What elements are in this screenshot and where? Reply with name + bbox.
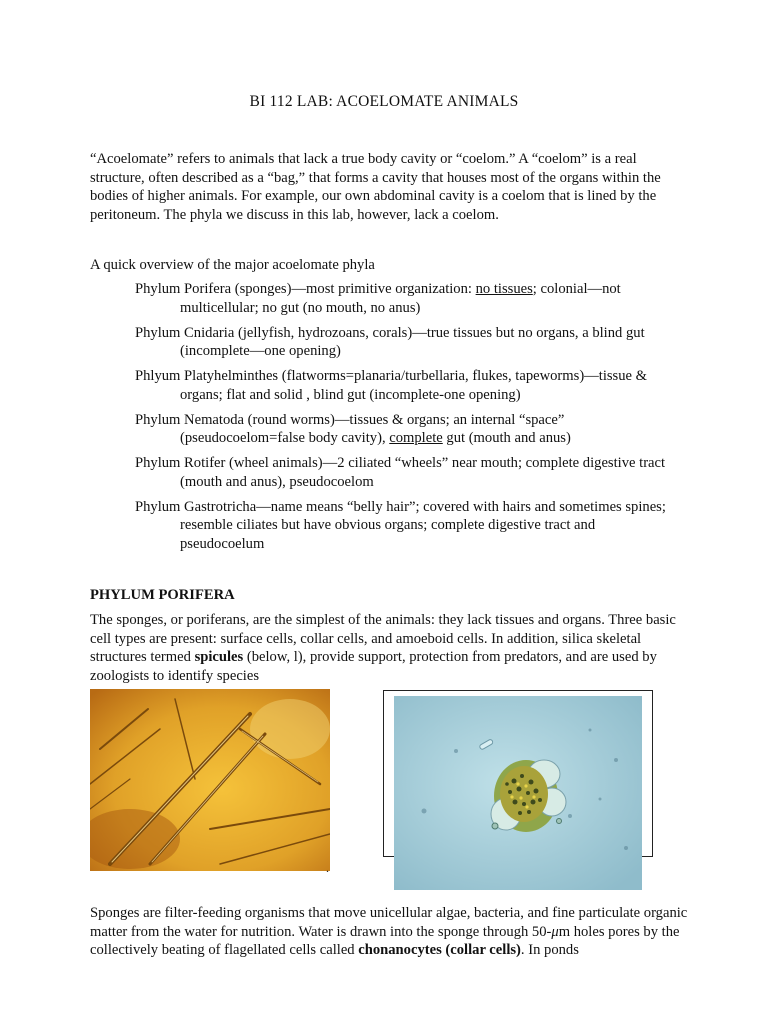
- list-item: Phylum Porifera (sponges)—most primitive organization: no tissues; colonial—not multicellular; no gut (no mouth, no anus): [135, 281, 621, 316]
- filter-feeding-paragraph: Sponges are filter-feeding organisms that move unicellular algae, bacteria, and fine particulate organic matter from the water for nutrition. Water is drawn into the sponge through 50-μm holes pores by the collectively beating of flagellated cells called chonanocytes (collar cells). In ponds: [90, 905, 688, 958]
- overview-heading: A quick overview of the major acoelomate phyla: [90, 257, 375, 273]
- caption-dot: .: [326, 861, 329, 875]
- list-item: Phlyum Platyhelminthes (flatworms=planaria/turbellaria, flukes, tapeworms)—tissue & organs; flat and solid , blind gut (incomplete-one opening): [135, 368, 648, 403]
- list-item: Phylum Gastrotricha—name means “belly hair”; covered with hairs and sometimes spines; resemble ciliates but have obvious organs; complete digestive tract and pseudocoelum: [135, 498, 666, 552]
- sponges-paragraph: The sponges, or poriferans, are the simplest of the animals: they lack tissues and organs. Three basic cell types are present: surface cells, collar cells, and amoeboid cells. In addition, silica skeletal structures termed spicules (below, l), provide support, protection from predators, and are used by zoologists to identify species: [90, 612, 676, 684]
- list-item: Phylum Rotifer (wheel animals)—2 ciliated “wheels” near mouth; complete digestive tract (mouth and anus), pseudocoelom: [135, 455, 666, 490]
- section-heading-porifera: PHYLUM PORIFERA: [90, 587, 235, 603]
- intro-paragraph: “Acoelomate” refers to animals that lack a true body cavity or “coelom.” A “coelom” is a real structure, often described as a “bag,” that forms a cavity that houses most of the organs within the bodies of higher animals. For example, our own abdominal cavity is a coelom that is lined by the peritoneum. The phyla we discuss in this lab, however, lack a coelom.: [90, 151, 661, 223]
- list-item: Phylum Nematoda (round worms)—tissues & organs; an internal “space” (pseudocoelom=false body cavity), complete gut (mouth and anus): [135, 411, 571, 446]
- page-title: BI 112 LAB: ACOELOMATE ANIMALS: [249, 93, 519, 110]
- collar-cells-photo: [394, 696, 642, 890]
- phyla-list: [135, 280, 675, 560]
- list-item: Phylum Cnidaria (jellyfish, hydrozoans, corals)—true tissues but no organs, a blind gut (incomplete—one opening): [135, 324, 645, 359]
- spicules-photo: [90, 689, 330, 871]
